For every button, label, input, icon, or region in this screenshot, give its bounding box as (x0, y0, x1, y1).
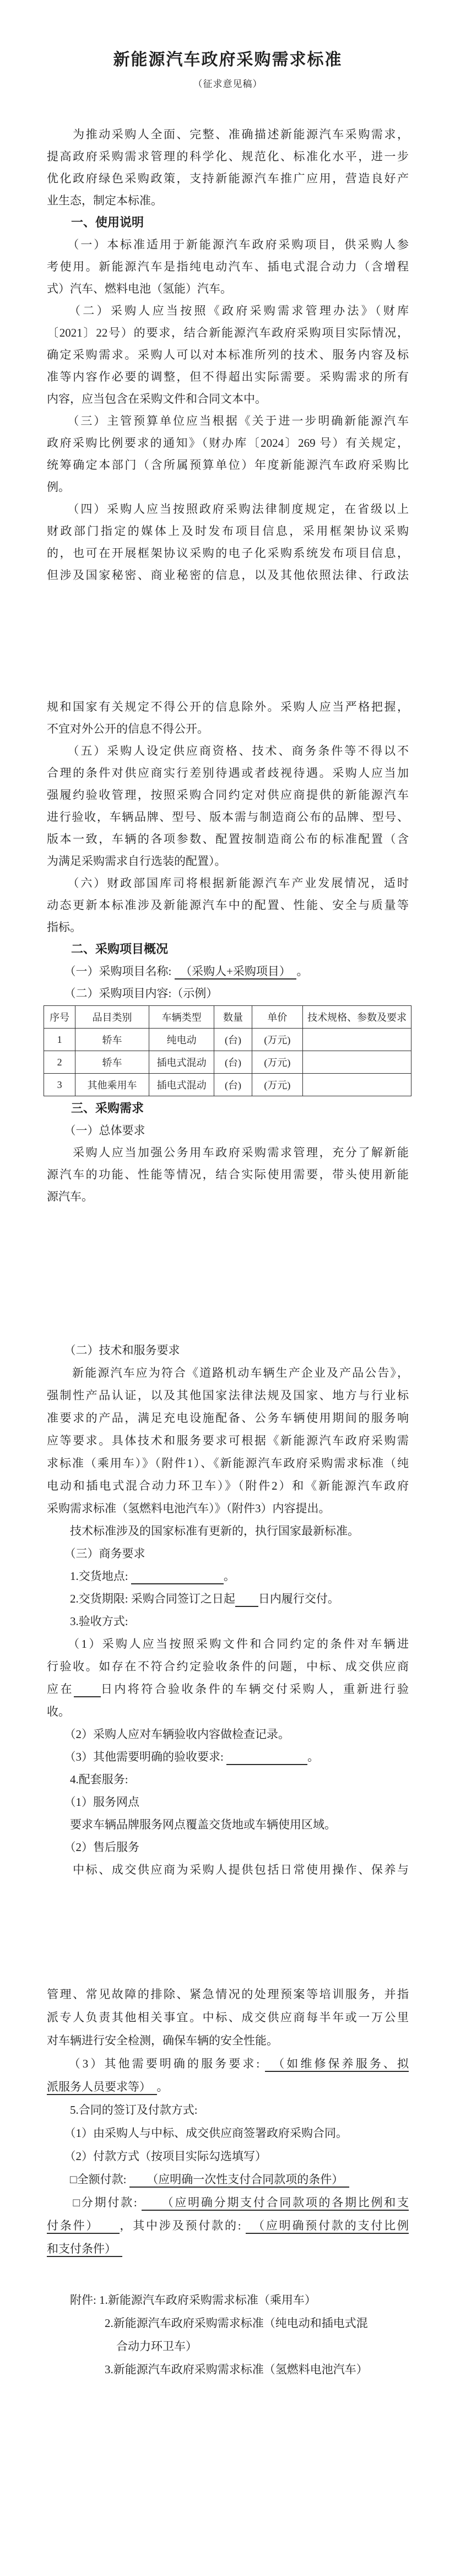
text-segment: （五）采购人设定供应商资格、技术、商务条件等不得以不 (47, 744, 409, 757)
doc-line (47, 2358, 409, 2381)
text-segment: 1.交货地点: (47, 1570, 131, 1583)
table-cell: 轿车 (75, 1029, 149, 1051)
fill-in-blank: （采购人+采购项目） (175, 965, 297, 979)
text-segment: 强制性产品认证，以及其他国家法律法规及国家、地方与行业标 (47, 1389, 409, 1402)
table-cell: 插电式混动 (149, 1051, 214, 1074)
table-cell: 轿车 (75, 1051, 149, 1074)
doc-line (47, 1497, 409, 1520)
project-table (44, 1005, 411, 1096)
doc-line (47, 828, 409, 850)
doc-line (47, 1565, 409, 1588)
text-segment: （3）其他需要明确的验收要求: (47, 1750, 227, 1763)
doc-line (47, 894, 409, 916)
text-segment: 日内履行交付。 (258, 1592, 339, 1605)
page-2 (0, 644, 455, 1288)
doc-line (47, 982, 409, 1004)
text-segment: （2）售后服务 (47, 1841, 139, 1854)
table-cell: 2 (44, 1051, 75, 1074)
fill-in-blank: 付条件） (47, 2219, 120, 2234)
doc-line (47, 1588, 409, 1610)
text-segment: 优化政府绿色采购政策，支持新能源汽车推广应用，营造良好产 (47, 172, 409, 185)
doc-line (47, 2029, 409, 2052)
doc-line (47, 850, 409, 872)
text-segment: 考使用。新能源汽车是指纯电动汽车、插电式混合动力（含增程 (47, 260, 409, 273)
doc-line (47, 2191, 409, 2214)
doc-line (47, 2312, 409, 2335)
title-gap (47, 96, 409, 123)
text-segment: 管理、常见故障的排除、紧急情况的处理预案等培训服务，并指 (47, 1988, 409, 2001)
text-segment: □全额付款: (47, 2173, 129, 2186)
doc-line (47, 1701, 409, 1723)
fill-in-blank: （如维修保养服务、拟 (265, 2057, 409, 2072)
doc-line (47, 1768, 409, 1791)
text-segment: （一）本标准适用于新能源汽车政府采购项目，供采购人参 (47, 238, 409, 251)
text-segment: 三、采购需求 (47, 1101, 144, 1115)
text-segment: 式）汽车、燃料电池（氢能）汽车。 (47, 282, 232, 295)
text-segment: 3.验收方式: (47, 1615, 128, 1628)
text-segment: 日内将符合验收条件的车辆交付采购人，重新进行验 (100, 1682, 409, 1696)
table-cell (303, 1074, 411, 1096)
text-segment: 内容，应当包含在采购文件和合同文本中。 (47, 392, 267, 405)
doc-line (47, 2237, 409, 2260)
doc-line (47, 718, 409, 740)
text-segment: 〔2021〕22号）的要求，结合新能源汽车政府采购项目实际情况， (47, 326, 409, 339)
text-segment: 中标、成交供应商为采购人提供包括日常使用操作、保养与 (47, 1863, 409, 1876)
doc-line (47, 1678, 409, 1701)
text-segment: 2.交货期限: 采购合同签订之日起 (47, 1592, 235, 1605)
doc-line (47, 520, 409, 542)
fill-in-blank: （应明确一次性支付合同款项的条件） (129, 2173, 349, 2188)
doc-line (47, 2052, 409, 2075)
doc-line (47, 2288, 409, 2312)
text-segment: 采购人应当加强公务用车政府采购需求管理，充分了解新能 (47, 1146, 409, 1159)
text-segment: 对车辆进行安全检测，确保车辆的安全性能。 (47, 2034, 278, 2047)
text-segment: 。 (307, 1750, 319, 1763)
text-segment: 一、使用说明 (47, 215, 144, 229)
text-segment: 财政部门指定的媒体上及时发布项目信息，采用框架协议采购 (47, 524, 409, 538)
text-segment: （二）技术和服务要求 (47, 1344, 180, 1357)
doc-line (47, 696, 409, 718)
doc-line (47, 1746, 409, 1768)
doc-line (47, 344, 409, 366)
text-segment: （六）财政部国库司将根据新能源汽车产业发展情况，适时 (47, 876, 409, 890)
doc-line (47, 1362, 409, 1384)
text-segment: 派专人负责其他相关事宜。中标、成交供应商每半年或一万公里 (47, 2011, 409, 2024)
doc-line (47, 872, 409, 894)
text-segment: 进行验收，车辆品牌、型号、版本需与制造商公布的品牌、型号、 (47, 810, 409, 824)
table-cell: 其他乘用车 (75, 1074, 149, 1096)
page-3-body (47, 1339, 409, 1881)
text-segment: 准等内容作必要的调整，但不得超出实际需要。采购需求的所有 (47, 370, 409, 383)
doc-line (47, 1339, 409, 1362)
text-segment: 应在 (47, 1682, 74, 1696)
text-segment: 电动和插电式混合动力环卫车）》（附件2）和《新能源汽车政府 (47, 1479, 409, 1492)
text-segment: 。 (156, 2080, 169, 2093)
table-cell: 3 (44, 1074, 75, 1096)
text-segment: （1）由采购人与中标、成交供应商签署政府采购合同。 (47, 2126, 348, 2140)
text-segment: 政府采购比例要求的通知》（财办库〔2024〕269 号）有关规定， (47, 436, 409, 450)
fill-in-blank: （应明确分期支付合同款项的各期比例和支 (142, 2196, 409, 2211)
page-1 (0, 0, 455, 644)
text-segment: 4.配套服务: (47, 1773, 128, 1786)
doc-line (47, 410, 409, 432)
table-cell (303, 1051, 411, 1074)
fill-in-blank: 派服务人员要求等） (47, 2080, 157, 2095)
doc-line (47, 2145, 409, 2168)
text-segment: 。 (223, 1570, 235, 1583)
table-cell: (台) (214, 1074, 252, 1096)
doc-line (47, 1141, 409, 1163)
text-segment: 应等要求。具体技术和服务要求可根据《新能源汽车政府采购需 (47, 1434, 409, 1447)
text-segment: （三）商务要求 (47, 1547, 145, 1560)
text-segment: 源汽车的功能、性能等情况，结合实际使用需要，带头使用新能 (47, 1168, 409, 1181)
text-segment: 动态更新本标准涉及新能源汽车中的配置、性能、安全与质量等 (47, 899, 409, 912)
page-3 (0, 1288, 455, 1932)
doc-line (47, 1097, 409, 1119)
text-segment: 为推动采购人全面、完整、准确描述新能源汽车采购需求， (47, 128, 409, 141)
text-segment: （一）采购项目名称: (47, 965, 175, 978)
table-header-cell: 数量 (214, 1006, 252, 1029)
table-row (44, 1051, 411, 1074)
text-segment: 二、采购项目概况 (47, 942, 169, 956)
table-header-cell: 品目类别 (75, 1006, 149, 1029)
doc-line (47, 806, 409, 828)
doc-line (47, 454, 409, 476)
doc-line (47, 1452, 409, 1475)
page-1-body (47, 123, 409, 586)
doc-line (47, 1836, 409, 1859)
doc-line (47, 432, 409, 454)
table-header-cell: 技术规格、参数及要求 (303, 1006, 411, 1029)
doc-line (47, 1859, 409, 1881)
text-segment: 2.新能源汽车政府采购需求标准（纯电动和插电式混 (47, 2317, 368, 2330)
fill-in-blank: （应明确预付款的支付比例 (246, 2219, 409, 2234)
doc-line (47, 1610, 409, 1633)
doc-line (47, 123, 409, 145)
doc-line (47, 145, 409, 167)
text-segment: 业生态，制定本标准。 (47, 194, 162, 207)
text-segment: 源汽车。 (47, 1190, 93, 1203)
fill-in-blank (226, 1750, 307, 1765)
doc-line (47, 1163, 409, 1186)
text-segment: 新能源汽车应为符合《道路机动车辆生产企业及产品公告》， (47, 1366, 409, 1379)
doc-line (47, 784, 409, 806)
doc-line (47, 278, 409, 300)
doc-line (47, 1655, 409, 1678)
doc-line (47, 2075, 409, 2098)
text-segment: ，其中涉及预付款的: (120, 2219, 246, 2232)
text-segment: 合理的条件对供应商实行差别待遇或者歧视待遇。采购人应当加 (47, 766, 409, 780)
text-segment: 。 (296, 965, 308, 978)
text-segment: （3）其他需要明确的服务要求: (47, 2057, 265, 2070)
doc-line (47, 366, 409, 388)
text-segment: 例。 (47, 480, 70, 494)
text-segment: （四）采购人应当按照政府采购法律制度规定，在省级以上 (47, 502, 409, 516)
doc-line (47, 762, 409, 784)
table-cell: 插电式混动 (149, 1074, 214, 1096)
doc-line (47, 1407, 409, 1430)
doc-line (47, 1475, 409, 1497)
text-segment: 3.新能源汽车政府采购需求标准（氢燃料电池汽车） (47, 2363, 368, 2376)
doc-line (47, 476, 409, 498)
doc-line (47, 1543, 409, 1565)
text-segment: 不宜对外公开的信息不得公开。 (47, 722, 209, 735)
text-segment: 统筹确定本部门（含所属预算单位）年度新能源汽车政府采购比 (47, 458, 409, 472)
fill-in-blank: 和支付条件） (47, 2242, 122, 2257)
table-cell: (万元) (252, 1051, 303, 1074)
text-segment: 但涉及国家秘密、商业秘密的信息，以及其他依照法律、行政法 (47, 569, 409, 582)
doc-line (47, 212, 409, 234)
doc-line (47, 2098, 409, 2122)
text-segment: 5.合同的签订及付款方式: (47, 2103, 198, 2117)
text-segment: 收。 (47, 1705, 70, 1718)
text-segment: 合动力环卫车） (47, 2340, 197, 2353)
text-segment: （1）服务网点 (47, 1795, 139, 1809)
text-segment: （2）付款方式（按项目实际勾选填写） (47, 2150, 267, 2163)
text-segment: （一）总体要求 (47, 1124, 145, 1137)
doc-line (47, 2168, 409, 2191)
doc-line (47, 2335, 409, 2358)
doc-line (47, 1633, 409, 1655)
doc-line (47, 1983, 409, 2006)
doc-line (47, 2122, 409, 2145)
doc-line (47, 388, 409, 410)
text-segment: 强履约验收管理，按照采购合同约定对供应商提供的新能源汽车 (47, 788, 409, 802)
text-segment: （1）采购人应当按照采购文件和合同约定的条件对车辆进 (47, 1637, 409, 1650)
table-header-row (44, 1006, 411, 1029)
text-segment: 求标准（乘用车）》（附件1）、《新能源汽车政府采购需求标准（纯 (47, 1457, 409, 1470)
doc-line (47, 1520, 409, 1543)
doc-line (47, 1384, 409, 1407)
text-segment: 规和国家有关规定不得公开的信息除外。采购人应当严格把握， (47, 700, 409, 713)
text-segment: 指标。 (47, 921, 82, 934)
table-header-cell: 单价 (252, 1006, 303, 1029)
table-cell: (台) (214, 1051, 252, 1074)
doc-line (47, 256, 409, 278)
text-segment: 技术标准涉及的国家标准有更新的，执行国家最新标准。 (47, 1524, 359, 1538)
text-segment: （2）采购人应对车辆验收内容做检查记录。 (47, 1728, 290, 1741)
doc-line (47, 564, 409, 586)
doc-line (47, 2214, 409, 2237)
table-cell (303, 1029, 411, 1051)
doc-line (47, 234, 409, 256)
table-row (44, 1029, 411, 1051)
doc-line (47, 938, 409, 960)
doc-line (47, 498, 409, 520)
page-4 (0, 1932, 455, 2576)
text-segment: 准要求的产品，满足充电设施配备、公务车辆使用期间的服务响 (47, 1411, 409, 1425)
table-cell: (万元) (252, 1074, 303, 1096)
doc-line (47, 167, 409, 190)
document-title: 新能源汽车政府采购需求标准 (113, 51, 343, 69)
text-segment: （二）采购人应当按照《政府采购需求管理办法》（财库 (47, 304, 409, 317)
doc-line (47, 960, 409, 982)
blank-line (47, 2260, 409, 2288)
doc-line (47, 190, 409, 212)
fill-in-blank (235, 1592, 258, 1607)
table-cell: (台) (214, 1029, 252, 1051)
text-segment: 版本一致，车辆的各项参数、配置按制造商公布的标准配置（含 (47, 832, 409, 846)
doc-line (47, 322, 409, 344)
text-segment: 行验收。如存在不符合约定验收条件的问题，中标、成交供应商 (47, 1660, 409, 1673)
text-segment: □分期付款: (47, 2196, 142, 2209)
table-cell: 纯电动 (149, 1029, 214, 1051)
page-2-body (47, 696, 409, 1208)
document-subtitle: （征求意见稿） (193, 79, 263, 89)
text-segment: 的，也可在开展框架协议采购的电子化采购系统发布项目信息， (47, 546, 409, 560)
fill-in-blank (131, 1570, 224, 1584)
doc-line (47, 1119, 409, 1141)
table-row (44, 1074, 411, 1096)
table-cell: 1 (44, 1029, 75, 1051)
text-segment: 为满足采购需求自行选装的配置）。 (47, 854, 226, 868)
doc-line (47, 300, 409, 322)
text-segment: 附件: 1.新能源汽车政府采购需求标准（乘用车） (47, 2293, 316, 2307)
doc-line (47, 1791, 409, 1814)
doc-line (47, 1430, 409, 1452)
text-segment: 提高政府采购需求管理的科学化、规范化、标准化水平，进一步 (47, 150, 409, 163)
doc-line (47, 916, 409, 938)
page-4-body (47, 1983, 409, 2381)
table-header-cell: 序号 (44, 1006, 75, 1029)
fill-in-blank (74, 1682, 101, 1697)
doc-line (47, 1723, 409, 1746)
text-segment: 确定采购需求。采购人可以对本标准所列的技术、服务内容及标 (47, 348, 409, 361)
text-segment: （二）采购项目内容:（示例） (47, 987, 218, 1000)
doc-line (47, 1814, 409, 1836)
table-cell: (万元) (252, 1029, 303, 1051)
table-header-cell: 车辆类型 (149, 1006, 214, 1029)
text-segment: 要求车辆品牌服务网点覆盖交货地或车辆使用区域。 (47, 1818, 336, 1831)
doc-line (47, 1186, 409, 1208)
doc-line (47, 2006, 409, 2029)
text-segment: （三）主管预算单位应当根据《关于进一步明确新能源汽车 (47, 414, 409, 427)
text-segment: 采购需求标准（氢燃料电池汽车）》（附件3）内容提出。 (47, 1502, 331, 1515)
doc-line (47, 740, 409, 762)
doc-line (47, 542, 409, 564)
